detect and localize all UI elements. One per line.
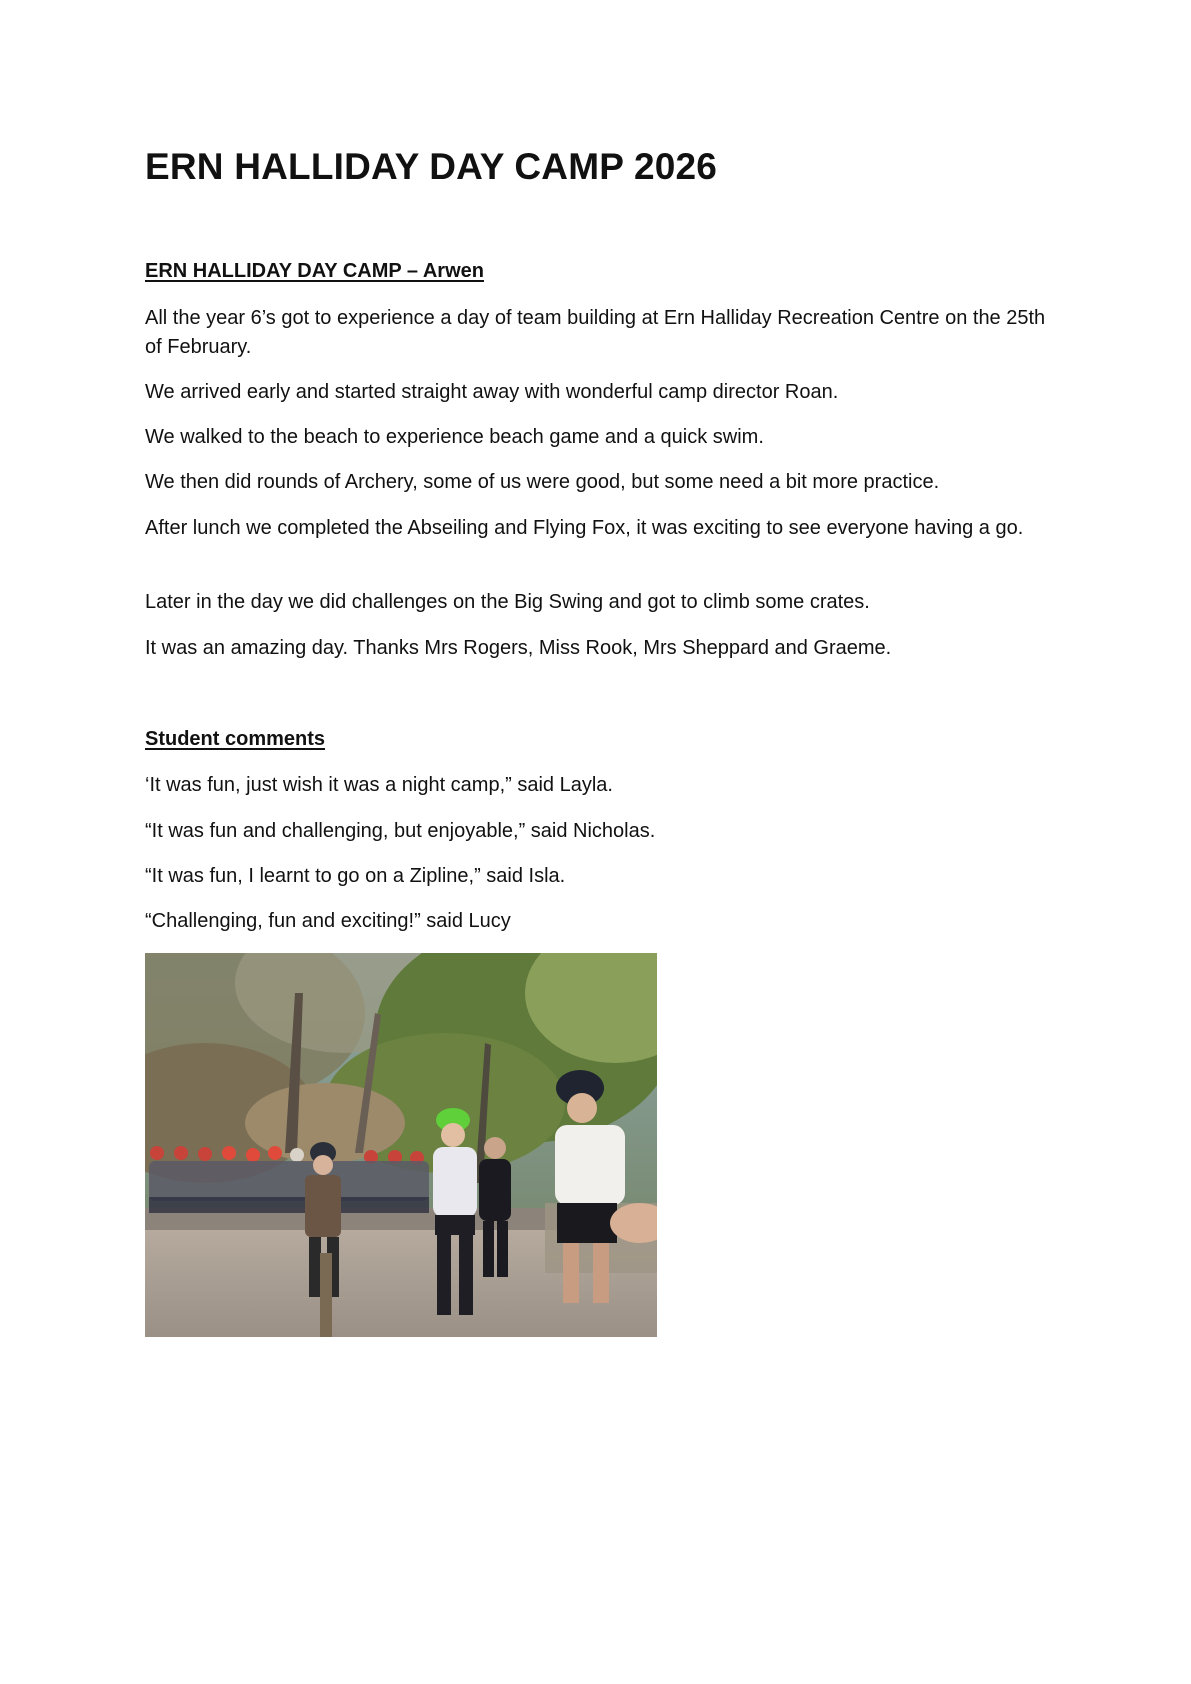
- student-quote: “It was fun and challenging, but enjoyable,” said Nicholas.: [145, 820, 656, 842]
- report-paragraph: We arrived early and started straight away with wonderful camp director Roan.: [145, 381, 839, 403]
- report-paragraph: All the year 6’s got to experience a day of team building at Ern Halliday Recreation Centre on the 25th of February.: [145, 307, 1046, 358]
- report-paragraph: We then did rounds of Archery, some of us were good, but some need a bit more practice.: [145, 471, 940, 493]
- report-paragraph: After lunch we completed the Abseiling and Flying Fox, it was exciting to see everyone having a go.: [145, 517, 1024, 539]
- report-paragraph: We walked to the beach to experience beach game and a quick swim.: [145, 426, 764, 448]
- camp-group-photo: [145, 953, 657, 1337]
- student-quote: “It was fun, I learnt to go on a Zipline,” said Isla.: [145, 865, 566, 887]
- document-title: ERN HALLIDAY DAY CAMP 2026: [145, 146, 718, 187]
- report-paragraph: It was an amazing day. Thanks Mrs Rogers, Miss Rook, Mrs Sheppard and Graeme.: [145, 637, 892, 659]
- student-quote: ‘It was fun, just wish it was a night camp,” said Layla.: [145, 774, 613, 796]
- report-paragraph: Later in the day we did challenges on the Big Swing and got to climb some crates.: [145, 591, 870, 613]
- report-heading: ERN HALLIDAY DAY CAMP – Arwen: [145, 260, 484, 282]
- student-quote: “Challenging, fun and exciting!” said Lucy: [145, 910, 511, 932]
- comments-heading: Student comments: [145, 728, 326, 750]
